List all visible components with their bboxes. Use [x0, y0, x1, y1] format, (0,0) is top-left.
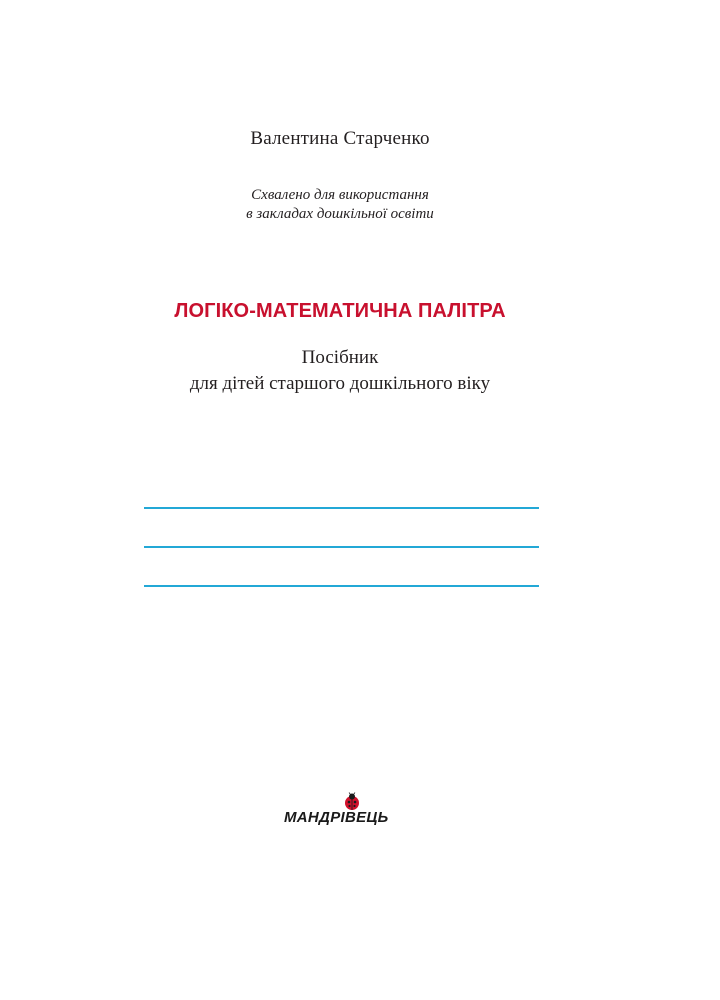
book-title: ЛОГІКО-МАТЕМАТИЧНА ПАЛІТРА — [174, 300, 506, 322]
approval-line-1: Схвалено для використання — [251, 187, 429, 203]
book-subtitle — [0, 345, 680, 397]
author-name: Валентина Старченко — [250, 128, 430, 149]
publisher-logo — [280, 792, 410, 832]
subtitle-line-2: для дітей старшого дошкільного віку — [189, 373, 491, 394]
publisher-name: МАНДРІВЕЦЬ — [284, 809, 389, 826]
subtitle-line-1: Посібник — [301, 347, 379, 368]
fill-in-line-1 — [144, 507, 539, 509]
approval-note — [0, 186, 680, 224]
fill-in-line-2 — [144, 546, 539, 548]
approval-line-2: в закладах дошкільної освіти — [246, 206, 434, 222]
fill-in-line-3 — [144, 585, 539, 587]
